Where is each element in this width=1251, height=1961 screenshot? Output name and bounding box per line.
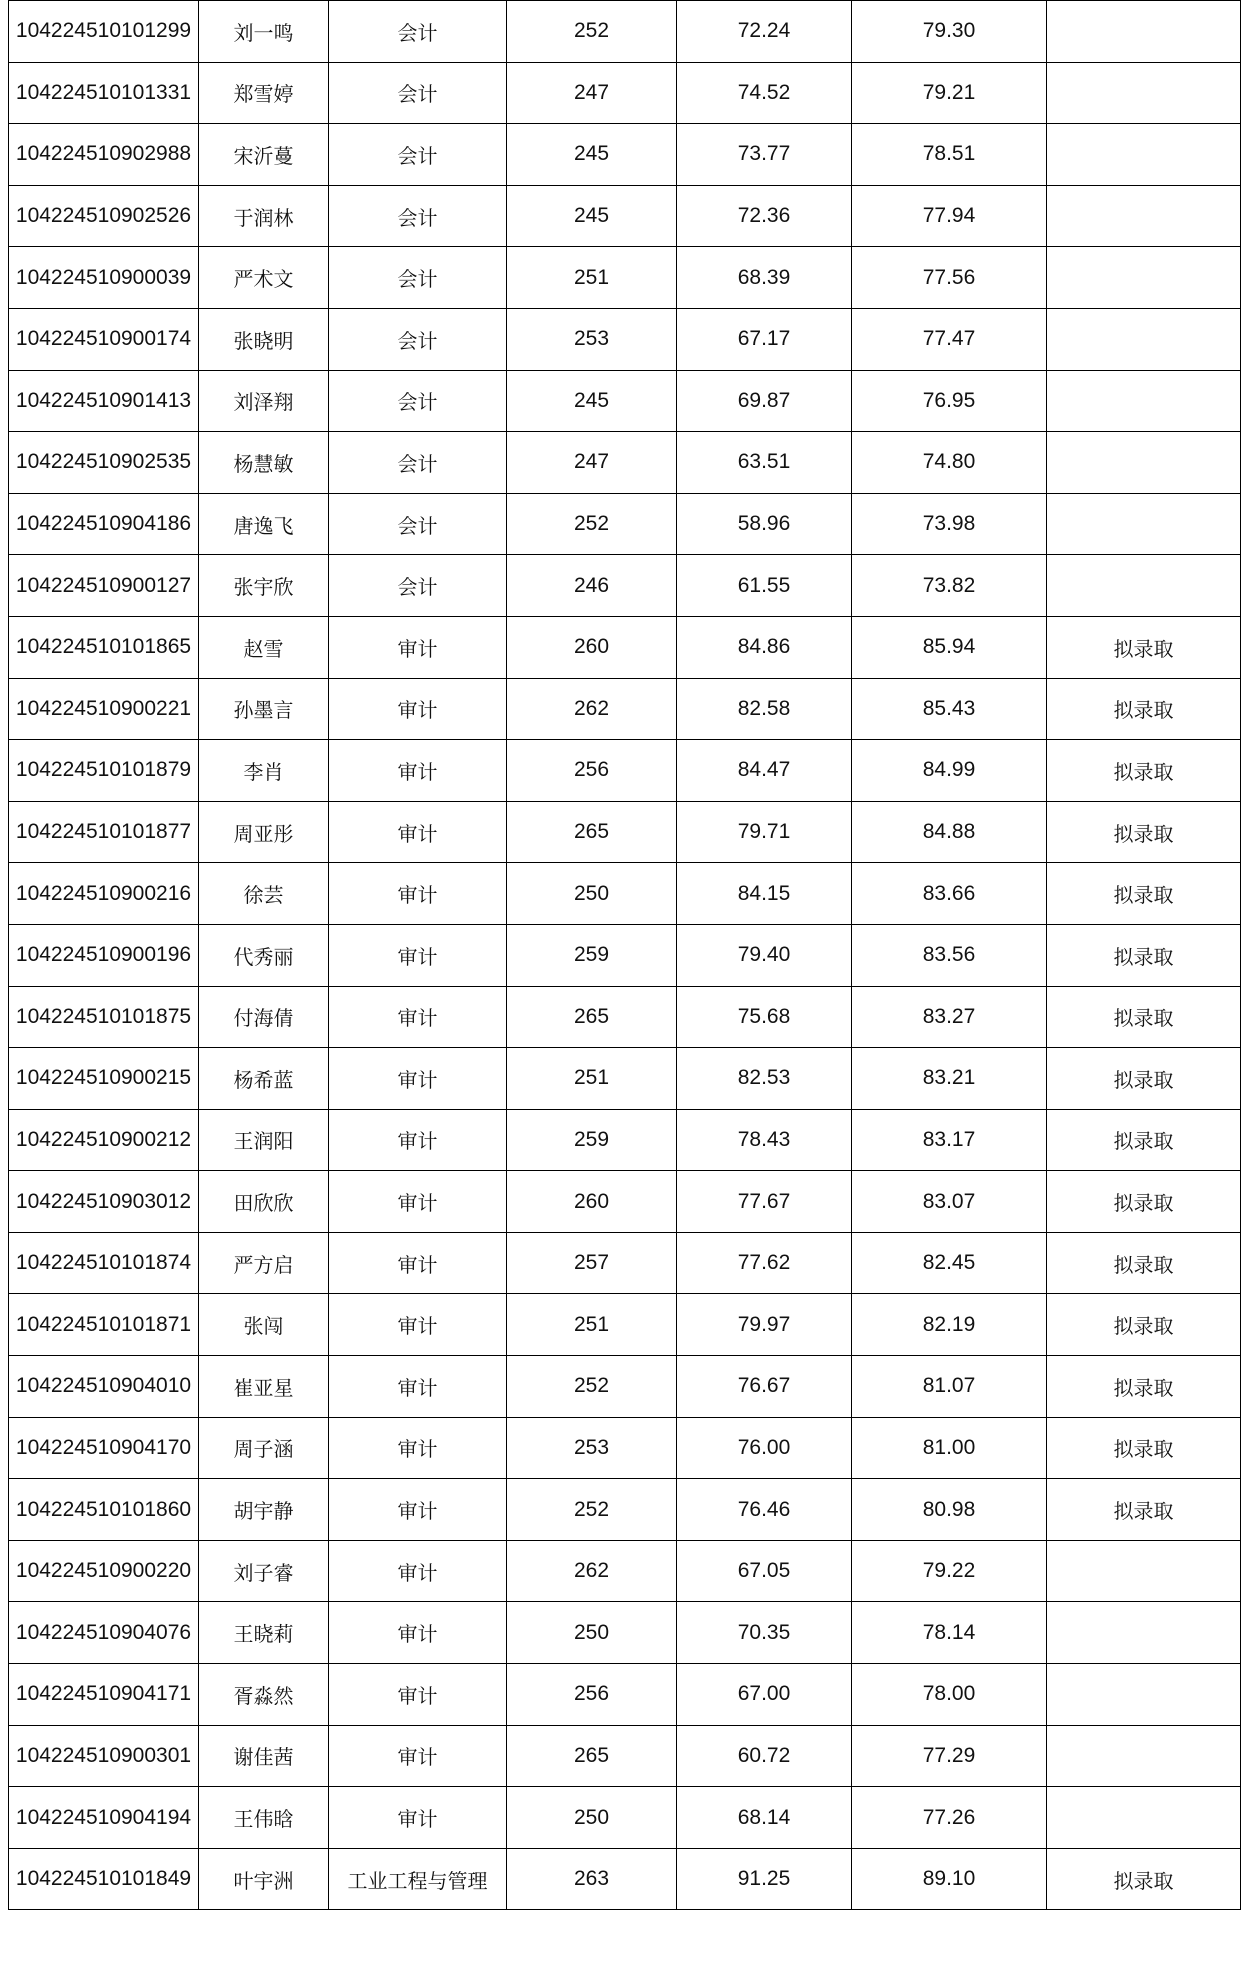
candidate-name-cell: 胥淼然 [199,1664,329,1726]
candidate-name-cell: 于润林 [199,185,329,247]
major-cell: 会计 [329,185,507,247]
initial-score-cell: 256 [507,740,677,802]
table-row [9,1171,1241,1233]
table-row [9,1294,1241,1356]
total-score-cell: 79.30 [852,1,1047,63]
candidate-name-cell: 周子涵 [199,1417,329,1479]
initial-score-cell: 247 [507,432,677,494]
table-row [9,1,1241,63]
admission-status-cell: 拟录取 [1047,1848,1241,1910]
retest-score-cell: 76.00 [677,1417,852,1479]
major-cell: 会计 [329,432,507,494]
candidate-id-cell: 104224510900301 [9,1725,199,1787]
total-score-cell: 83.17 [852,1109,1047,1171]
candidate-name-cell: 王伟晗 [199,1787,329,1849]
admission-status-cell [1047,1602,1241,1664]
table-row [9,1540,1241,1602]
major-cell: 审计 [329,801,507,863]
admission-status-cell [1047,432,1241,494]
total-score-cell: 84.99 [852,740,1047,802]
candidate-name-cell: 代秀丽 [199,924,329,986]
retest-score-cell: 78.43 [677,1109,852,1171]
retest-score-cell: 70.35 [677,1602,852,1664]
admission-status-cell [1047,370,1241,432]
admission-status-cell: 拟录取 [1047,1294,1241,1356]
major-cell: 会计 [329,370,507,432]
retest-score-cell: 77.67 [677,1171,852,1233]
initial-score-cell: 260 [507,1171,677,1233]
major-cell: 审计 [329,986,507,1048]
candidate-id-cell: 104224510902526 [9,185,199,247]
admission-status-cell: 拟录取 [1047,801,1241,863]
major-cell: 会计 [329,247,507,309]
candidate-id-cell: 104224510101865 [9,616,199,678]
candidate-id-cell: 104224510900196 [9,924,199,986]
table-row [9,493,1241,555]
retest-score-cell: 63.51 [677,432,852,494]
candidate-name-cell: 叶宇洲 [199,1848,329,1910]
candidate-name-cell: 张晓明 [199,308,329,370]
major-cell: 审计 [329,740,507,802]
total-score-cell: 78.51 [852,124,1047,186]
admission-status-cell: 拟录取 [1047,1048,1241,1110]
major-cell: 审计 [329,1664,507,1726]
candidate-id-cell: 104224510904186 [9,493,199,555]
major-cell: 会计 [329,493,507,555]
admission-status-cell [1047,493,1241,555]
admission-status-cell [1047,62,1241,124]
admission-status-cell: 拟录取 [1047,1417,1241,1479]
table-row [9,740,1241,802]
initial-score-cell: 265 [507,801,677,863]
table-row [9,986,1241,1048]
admission-status-cell: 拟录取 [1047,1171,1241,1233]
total-score-cell: 78.14 [852,1602,1047,1664]
candidate-name-cell: 严术文 [199,247,329,309]
admission-status-cell: 拟录取 [1047,678,1241,740]
candidate-name-cell: 付海倩 [199,986,329,1048]
admission-status-cell [1047,185,1241,247]
initial-score-cell: 262 [507,1540,677,1602]
major-cell: 会计 [329,124,507,186]
major-cell: 审计 [329,1417,507,1479]
initial-score-cell: 257 [507,1232,677,1294]
retest-score-cell: 82.58 [677,678,852,740]
candidate-id-cell: 104224510101874 [9,1232,199,1294]
candidate-name-cell: 宋沂蔓 [199,124,329,186]
total-score-cell: 84.88 [852,801,1047,863]
initial-score-cell: 250 [507,863,677,925]
total-score-cell: 77.56 [852,247,1047,309]
total-score-cell: 82.19 [852,1294,1047,1356]
table-row [9,1725,1241,1787]
table-row [9,863,1241,925]
retest-score-cell: 67.00 [677,1664,852,1726]
initial-score-cell: 259 [507,1109,677,1171]
initial-score-cell: 263 [507,1848,677,1910]
initial-score-cell: 252 [507,493,677,555]
candidate-name-cell: 刘子睿 [199,1540,329,1602]
initial-score-cell: 265 [507,986,677,1048]
table-row [9,1048,1241,1110]
total-score-cell: 78.00 [852,1664,1047,1726]
candidate-name-cell: 徐芸 [199,863,329,925]
retest-score-cell: 72.36 [677,185,852,247]
candidate-id-cell: 104224510900127 [9,555,199,617]
initial-score-cell: 245 [507,185,677,247]
total-score-cell: 73.82 [852,555,1047,617]
candidate-name-cell: 胡宇静 [199,1479,329,1541]
total-score-cell: 74.80 [852,432,1047,494]
candidate-id-cell: 104224510900216 [9,863,199,925]
table-row [9,1417,1241,1479]
retest-score-cell: 67.17 [677,308,852,370]
candidate-name-cell: 唐逸飞 [199,493,329,555]
retest-score-cell: 84.15 [677,863,852,925]
retest-score-cell: 73.77 [677,124,852,186]
candidate-id-cell: 104224510900212 [9,1109,199,1171]
total-score-cell: 80.98 [852,1479,1047,1541]
candidate-id-cell: 104224510901413 [9,370,199,432]
total-score-cell: 77.29 [852,1725,1047,1787]
table-row [9,247,1241,309]
candidate-name-cell: 刘泽翔 [199,370,329,432]
candidate-id-cell: 104224510900039 [9,247,199,309]
initial-score-cell: 252 [507,1356,677,1418]
retest-score-cell: 79.97 [677,1294,852,1356]
initial-score-cell: 247 [507,62,677,124]
total-score-cell: 83.56 [852,924,1047,986]
initial-score-cell: 251 [507,1294,677,1356]
admission-status-cell: 拟录取 [1047,1356,1241,1418]
candidate-id-cell: 104224510904194 [9,1787,199,1849]
candidate-name-cell: 王润阳 [199,1109,329,1171]
major-cell: 会计 [329,308,507,370]
admission-status-cell: 拟录取 [1047,986,1241,1048]
retest-score-cell: 84.86 [677,616,852,678]
candidate-name-cell: 谢佳茜 [199,1725,329,1787]
total-score-cell: 82.45 [852,1232,1047,1294]
retest-score-cell: 69.87 [677,370,852,432]
retest-score-cell: 61.55 [677,555,852,617]
initial-score-cell: 245 [507,370,677,432]
admission-status-cell: 拟录取 [1047,740,1241,802]
candidate-name-cell: 孙墨言 [199,678,329,740]
retest-score-cell: 72.24 [677,1,852,63]
candidate-id-cell: 104224510904170 [9,1417,199,1479]
table-row [9,1787,1241,1849]
table-row [9,678,1241,740]
candidate-name-cell: 赵雪 [199,616,329,678]
table-row [9,1109,1241,1171]
major-cell: 审计 [329,1787,507,1849]
candidate-id-cell: 104224510101879 [9,740,199,802]
candidate-id-cell: 104224510900215 [9,1048,199,1110]
total-score-cell: 81.00 [852,1417,1047,1479]
major-cell: 审计 [329,1540,507,1602]
initial-score-cell: 265 [507,1725,677,1787]
initial-score-cell: 253 [507,308,677,370]
table-row [9,555,1241,617]
retest-score-cell: 79.40 [677,924,852,986]
retest-score-cell: 68.39 [677,247,852,309]
table-row [9,1356,1241,1418]
major-cell: 会计 [329,62,507,124]
results-sheet [8,0,1240,1910]
candidate-id-cell: 104224510101871 [9,1294,199,1356]
total-score-cell: 79.21 [852,62,1047,124]
initial-score-cell: 250 [507,1787,677,1849]
admission-status-cell [1047,1664,1241,1726]
major-cell: 审计 [329,924,507,986]
candidate-name-cell: 李肖 [199,740,329,802]
candidate-id-cell: 104224510900221 [9,678,199,740]
major-cell: 审计 [329,1479,507,1541]
total-score-cell: 89.10 [852,1848,1047,1910]
table-row [9,616,1241,678]
retest-score-cell: 76.46 [677,1479,852,1541]
initial-score-cell: 251 [507,1048,677,1110]
admission-status-cell: 拟录取 [1047,1479,1241,1541]
admission-status-cell: 拟录取 [1047,1109,1241,1171]
initial-score-cell: 259 [507,924,677,986]
candidate-id-cell: 104224510101849 [9,1848,199,1910]
total-score-cell: 85.94 [852,616,1047,678]
admission-status-cell [1047,1,1241,63]
candidate-id-cell: 104224510101331 [9,62,199,124]
candidate-id-cell: 104224510900174 [9,308,199,370]
retest-score-cell: 58.96 [677,493,852,555]
major-cell: 会计 [329,555,507,617]
retest-score-cell: 67.05 [677,1540,852,1602]
table-row [9,185,1241,247]
retest-score-cell: 75.68 [677,986,852,1048]
admission-status-cell [1047,1540,1241,1602]
table-row [9,1602,1241,1664]
table-row [9,370,1241,432]
candidate-id-cell: 104224510902535 [9,432,199,494]
candidate-name-cell: 杨希蓝 [199,1048,329,1110]
retest-score-cell: 79.71 [677,801,852,863]
major-cell: 审计 [329,1294,507,1356]
initial-score-cell: 252 [507,1479,677,1541]
candidate-id-cell: 104224510101860 [9,1479,199,1541]
initial-score-cell: 256 [507,1664,677,1726]
admission-status-cell [1047,308,1241,370]
retest-score-cell: 74.52 [677,62,852,124]
candidate-id-cell: 104224510904076 [9,1602,199,1664]
initial-score-cell: 246 [507,555,677,617]
admission-status-cell: 拟录取 [1047,1232,1241,1294]
candidate-id-cell: 104224510904171 [9,1664,199,1726]
major-cell: 会计 [329,1,507,63]
table-row [9,308,1241,370]
retest-score-cell: 68.14 [677,1787,852,1849]
major-cell: 审计 [329,1232,507,1294]
total-score-cell: 83.21 [852,1048,1047,1110]
total-score-cell: 77.26 [852,1787,1047,1849]
total-score-cell: 79.22 [852,1540,1047,1602]
table-row [9,1479,1241,1541]
admission-status-cell [1047,247,1241,309]
table-row [9,1232,1241,1294]
table-row [9,62,1241,124]
total-score-cell: 81.07 [852,1356,1047,1418]
total-score-cell: 83.07 [852,1171,1047,1233]
admission-status-cell [1047,1787,1241,1849]
admission-status-cell: 拟录取 [1047,616,1241,678]
table-row [9,1664,1241,1726]
admission-results-table [8,0,1241,1910]
retest-score-cell: 82.53 [677,1048,852,1110]
total-score-cell: 77.47 [852,308,1047,370]
major-cell: 审计 [329,1356,507,1418]
major-cell: 审计 [329,1109,507,1171]
candidate-name-cell: 杨慧敏 [199,432,329,494]
admission-status-cell: 拟录取 [1047,924,1241,986]
candidate-name-cell: 严方启 [199,1232,329,1294]
initial-score-cell: 260 [507,616,677,678]
admission-status-cell [1047,1725,1241,1787]
retest-score-cell: 76.67 [677,1356,852,1418]
candidate-name-cell: 周亚彤 [199,801,329,863]
candidate-name-cell: 刘一鸣 [199,1,329,63]
major-cell: 审计 [329,863,507,925]
major-cell: 审计 [329,1171,507,1233]
initial-score-cell: 253 [507,1417,677,1479]
candidate-name-cell: 崔亚星 [199,1356,329,1418]
total-score-cell: 77.94 [852,185,1047,247]
admission-status-cell [1047,555,1241,617]
initial-score-cell: 262 [507,678,677,740]
major-cell: 审计 [329,1048,507,1110]
total-score-cell: 85.43 [852,678,1047,740]
candidate-id-cell: 104224510101299 [9,1,199,63]
candidate-id-cell: 104224510903012 [9,1171,199,1233]
table-row [9,1848,1241,1910]
total-score-cell: 83.27 [852,986,1047,1048]
major-cell: 审计 [329,678,507,740]
candidate-name-cell: 田欣欣 [199,1171,329,1233]
candidate-id-cell: 104224510101877 [9,801,199,863]
retest-score-cell: 77.62 [677,1232,852,1294]
initial-score-cell: 245 [507,124,677,186]
total-score-cell: 73.98 [852,493,1047,555]
major-cell: 审计 [329,1602,507,1664]
table-body [9,1,1241,1910]
total-score-cell: 83.66 [852,863,1047,925]
candidate-name-cell: 张宇欣 [199,555,329,617]
table-row [9,432,1241,494]
admission-status-cell [1047,124,1241,186]
candidate-name-cell: 郑雪婷 [199,62,329,124]
table-row [9,124,1241,186]
major-cell: 审计 [329,1725,507,1787]
retest-score-cell: 84.47 [677,740,852,802]
retest-score-cell: 91.25 [677,1848,852,1910]
table-row [9,924,1241,986]
candidate-name-cell: 王晓莉 [199,1602,329,1664]
retest-score-cell: 60.72 [677,1725,852,1787]
admission-status-cell: 拟录取 [1047,863,1241,925]
candidate-id-cell: 104224510101875 [9,986,199,1048]
major-cell: 审计 [329,616,507,678]
candidate-id-cell: 104224510904010 [9,1356,199,1418]
total-score-cell: 76.95 [852,370,1047,432]
initial-score-cell: 250 [507,1602,677,1664]
initial-score-cell: 251 [507,247,677,309]
candidate-id-cell: 104224510900220 [9,1540,199,1602]
table-row [9,801,1241,863]
candidate-name-cell: 张闯 [199,1294,329,1356]
candidate-id-cell: 104224510902988 [9,124,199,186]
major-cell: 工业工程与管理 [329,1848,507,1910]
initial-score-cell: 252 [507,1,677,63]
